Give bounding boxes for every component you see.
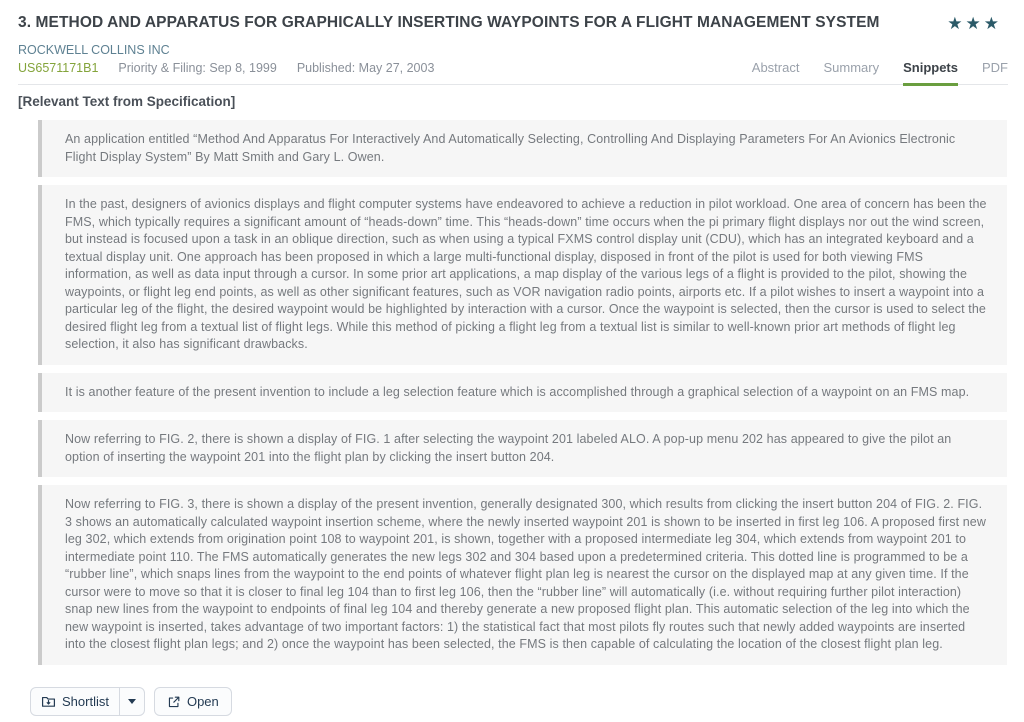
shortlist-dropdown-button[interactable] [120,688,144,715]
published-date: Published: May 27, 2003 [296,61,435,75]
section-heading: [Relevant Text from Specification] [18,94,236,109]
tab-pdf[interactable]: PDF [982,60,1008,75]
shortlist-button[interactable] [31,688,119,715]
open-button[interactable] [154,687,232,716]
snippet-block: Now referring to FIG. 2, there is shown a display of FIG. 1 after selecting the waypoint 201 labeled ALO. A pop-up menu 202 has appeared to give the pilot an option of inserting the waypoint 201 into the flight plan by clicking the insert button 204. [38,420,1007,477]
snippet-list [38,120,1007,665]
snippet-block: An application entitled “Method And Apparatus For Interactively And Automatically Selecting, Controlling And Displaying Parameters For An Avionics Electronic Flight Display System” By Matt Smith and Gary L. Owen. [38,120,1007,177]
publication-meta [18,61,434,84]
external-link-icon [167,695,181,709]
priority-filing-date: Priority & Filing: Sep 8, 1999 [118,61,277,75]
publication-number[interactable]: US6571171B1 [18,61,99,75]
snippet-block: Now referring to FIG. 3, there is shown a display of the present invention, generally designated 300, which results from clicking the insert button 204 of FIG. 2. FIG. 3 shows an automatically calculated waypoint insertion scheme, where the newly inserted waypoint 201 is shown to be inserted in first leg 106. A proposed first new leg 302, which extends from origination point 108 to waypoint 201, is shown, together with a proposed intermediate leg 304, which extends from waypoint 201 to intermediate point 110. The FMS automatically generates the new legs 302 and 304 based upon a predetermined criteria. This dotted line is programmed to be a “rubber line”, which snaps lines from the waypoint to the end points of whatever flight plan leg is nearest the cursor on the displayed map at any given time. If the cursor were to move so that it is closer to final leg 104 than to first leg 106, then the “rubber line” will automatically (i.e. without requiring further pilot interaction) snap new lines from the waypoint to endpoints of final leg 104 and thereby generate a new proposed flight plan. This automatic selection of the leg into which the new waypoint is inserted, takes advantage of two important factors: 1) the statistical fact that most pilots fly routes such that newly added waypoints are inserted into the closest flight plan legs; and 2) once the waypoint has been selected, the FMS is then capable of calculating the location of the closest flight plan leg. [38,485,1007,665]
shortlist-button-label: Shortlist [62,694,109,709]
snippet-block: In the past, designers of avionics displays and flight computer systems have endeavored to achieve a reduction in pilot workload. One area of concern has been the FMS, which typically requires a significant amount of “heads-down” time. This “heads-down” time occurs when the pi primary flight displays nor out the wind screen, but instead is focused upon a task in an oblique direction, such as when using a typical FXMS control display unit (CDU), which has an integrated keyboard and a textual display unit. One approach has been proposed in which a large multi-functional display, disposed in front of the pilot is used for both viewing FMS information, as well as data input through a cursor. In some prior art applications, a map display of the various legs of a flight is provided to the pilot, showing the waypoints, or flight leg end points, as well as other significant features, such as VOR navigation radio points, airports etc. If a pilot wishes to insert a waypoint into a particular leg of the flight, the desired waypoint would be highlighted by interaction with a cursor. Once the waypoint is selected, then the cursor is used to select the desired flight leg from a textual list of flight legs. While this method of picking a flight leg from a textual list is similar to well-known prior art methods of flight leg selection, it also has significant drawbacks. [38,185,1007,365]
snippet-block: It is another feature of the present invention to include a leg selection feature which is accomplished through a graphical selection of a waypoint on an FMS map. [38,373,1007,413]
tab-snippets[interactable]: Snippets [903,60,958,86]
caret-down-icon [128,699,136,704]
assignee-name: ROCKWELL COLLINS INC [18,43,170,57]
meta-tabs-row [18,60,1008,85]
tab-abstract[interactable]: Abstract [751,60,800,75]
title-row [18,12,1008,34]
shortlist-split-button [30,687,145,716]
open-button-label: Open [186,694,219,709]
tab-summary[interactable]: Summary [823,60,880,75]
tab-bar [752,60,1008,84]
page-title: 3. METHOD AND APPARATUS FOR GRAPHICALLY INSERTING WAYPOINTS FOR A FLIGHT MANAGEMENT SYSTEM [18,14,880,31]
action-bar [30,687,232,716]
folder-add-icon [41,694,56,709]
rating-stars-icon[interactable]: ★★★ [947,14,1002,33]
